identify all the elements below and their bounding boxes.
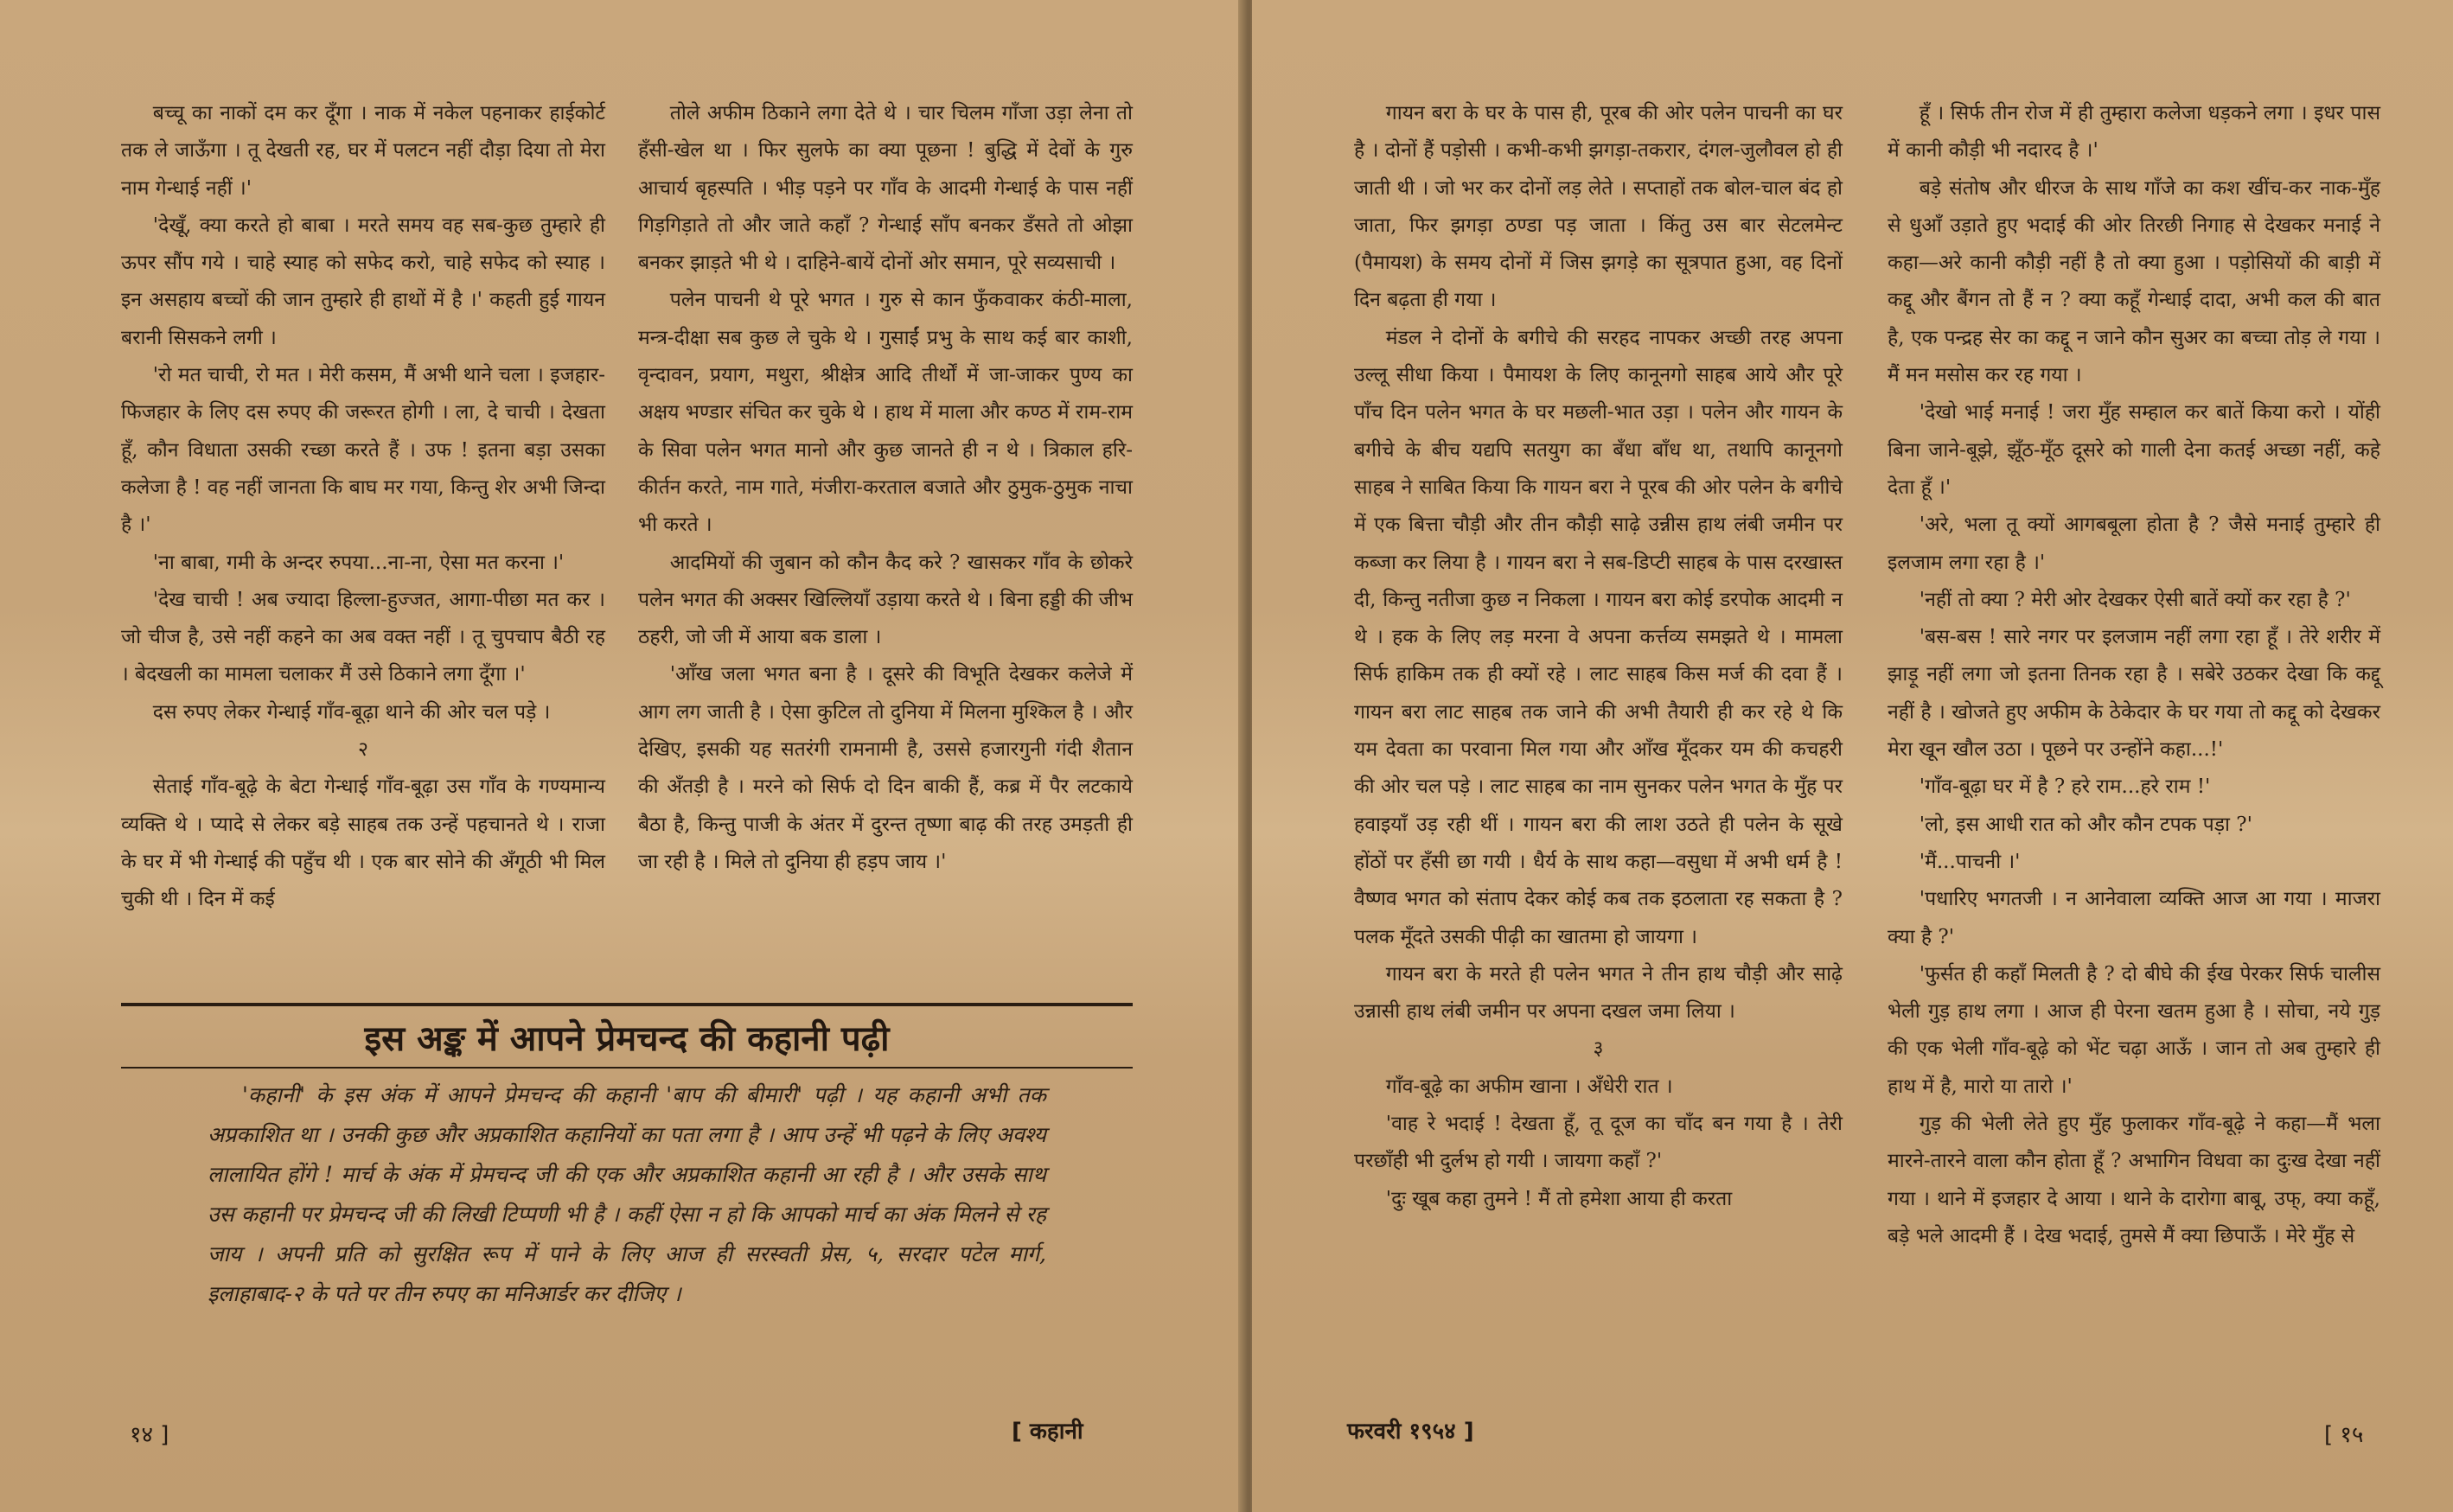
paragraph: बच्चू का नाकों दम कर दूँगा । नाक में नकेल पहनाकर हाईकोर्ट तक ले जाऊँगा । तू देखती रह, घर में पलटन नहीं दौड़ा दिया तो मेरा नाम गेन्धाई नहीं ।' (121, 102, 605, 200)
paragraph: 'दुः खूब कहा तुमने ! मैं तो हमेशा आया ही करता (1385, 1187, 1733, 1210)
paragraph: तोले अफीम ठिकाने लगा देते थे । चार चिलम गाँजा उड़ा लेना तो हँसी-खेल था । फिर सुलफे का क्या पूछना ! बुद्धि में देवों के गुरु आचार्य बृहस्पति । भीड़ पड़ने पर गाँव के आदमी गेन्धाई के पास नहीं गिड़गिड़ाते तो और जाते कहाँ ? गेन्धाई साँप बनकर डँसते तो ओझा बनकर झाड़ते भी थे । दाहिने-बायें दोनों ओर समान, पूरे सव्यसाची । (638, 102, 1133, 275)
paragraph: 'फुर्सत ही कहाँ मिलती है ? दो बीघे की ईख पेरकर सिर्फ चालीस भेली गुड़ हाथ लगा । आज ही पेरना खतम हुआ है । सोचा, नये गुड़ की एक भेली गाँव-बूढ़े को भेंट चढ़ा आऊँ । जान तो अब तुम्हारे ही हाथ में है, मारो या तारो ।' (1888, 962, 2380, 1098)
paragraph: 'गाँव-बूढ़ा घर में है ? हरे राम...हरे राम !' (1919, 775, 2211, 799)
right-page (1252, 0, 2453, 1512)
paragraph: 'लो, इस आधी रात को और कौन टपक पड़ा ?' (1919, 813, 2252, 836)
notice-body (208, 1075, 1046, 1314)
magazine-name (1012, 1414, 1083, 1445)
notice-bottom-rule (121, 1067, 1133, 1069)
issue-date (1347, 1414, 1474, 1445)
left-column-2 (638, 95, 1133, 881)
section-number: २ (358, 738, 368, 762)
paragraph: आदमियों की जुबान को कौन कैद करे ? खासकर गाँव के छोकरे पलेन भगत की अक्सर खिल्लियाँ उड़ाया करते थे । बिना हड्डी की जीभ ठहरी, जो जी में आया बक डाला । (638, 551, 1133, 649)
left-page-number: १४ ] (130, 1422, 169, 1448)
paragraph: 'ना बाबा, गमी के अन्दर रुपया...ना-ना, ऐसा मत करना ।' (152, 551, 565, 574)
notice-paragraph: 'कहानी' के इस अंक में आपने प्रेमचन्द की कहानी 'बाप की बीमारी' पढ़ी । यह कहानी अभी तक अप्रकाशित था । उनकी कुछ और अप्रकाशित कहानियों का पता लगा है । आप उन्हें भी पढ़ने के लिए अवश्य लालायित होंगे ! मार्च के अंक में प्रेमचन्द जी की एक और अप्रकाशित कहानी आ रही है । और उसके साथ उस कहानी पर प्रेमचन्द जी की लिखी टिप्पणी भी है । कहीं ऐसा न हो कि आपको मार्च का अंक मिलने से रह जाय । अपनी प्रति को सुरक्षित रूप में पाने के लिए आज ही सरस्वती प्रेस, ५, सरदार पटेल मार्ग, इलाहाबाद-२ के पते पर तीन रुपए का मनिआर्डर कर दीजिए । (208, 1082, 1046, 1306)
paragraph: गायन बरा के मरते ही पलेन भगत ने तीन हाथ चौड़ी और साढ़े उन्नासी हाथ लंबी जमीन पर अपना दखल जमा लिया । (1354, 962, 1843, 1024)
paragraph: गायन बरा के घर के पास ही, पूरब की ओर पलेन पाचनी का घर है । दोनों हैं पड़ोसी । कभी-कभी झगड़ा-तकरार, दंगल-जुलौवल हो ही जाती थी । जो भर कर दोनों लड़ लेते । सप्ताहों तक बोल-चाल बंद हो जाता, फिर झगड़ा ठण्डा पड़ जाता । किंतु उस बार सेटलमेन्ट (पैमायश) के समय दोनों में जिस झगड़े का सूत्रपात हुआ, वह दिनों दिन बढ़ता ही गया । (1354, 102, 1843, 312)
magazine-name-text: [ कहानी (1012, 1419, 1083, 1445)
issue-date-text: फरवरी १९५४ ] (1347, 1419, 1474, 1445)
paragraph: पलेन पाचनी थे पूरे भगत । गुरु से कान फुँकवाकर कंठी-माला, मन्त्र-दीक्षा सब कुछ ले चुके थे । गुसाईं प्रभु के साथ कई बार काशी, वृन्दावन, प्रयाग, मथुरा, श्रीक्षेत्र आदि तीर्थों में जा-जाकर पुण्य का अक्षय भण्डार संचित कर चुके थे । हाथ में माला और कण्ठ में राम-राम के सिवा पलेन भगत मानो और कुछ जानते ही न थे । त्रिकाल हरि-कीर्तन करते, नाम गाते, मंजीरा-करताल बजाते और ठुमुक-ठुमुक नाचा भी करते । (638, 289, 1133, 537)
notice-top-rule (121, 1003, 1133, 1006)
paragraph: 'रो मत चाची, रो मत । मेरी कसम, मैं अभी थाने चला । इजहार-फिजहार के लिए दस रुपए की जरूरत होगी । ला, दे चाची । देखता हूँ, कौन विधाता उसकी रच्छा करते हैं । उफ ! इतना बड़ा उसका कलेजा है ! वह नहीं जानता कि बाघ मर गया, किन्तु शेर अभी जिन्दा है ।' (121, 364, 605, 537)
paragraph: हूँ । सिर्फ तीन रोज में ही तुम्हारा कलेजा धड़कने लगा । इधर पास में कानी कौड़ी भी नदारद है ।' (1888, 102, 2380, 163)
paragraph: 'आँख जला भगत बना है । दूसरे की विभूति देखकर कलेजे में आग लग जाती है । ऐसा कुटिल तो दुनिया में मिलना मुश्किल है । और देखिए, इसकी यह सतरंगी रामनामी है, उससे हजारगुनी गंदी शैतान की अँतड़ी है । मरने को सिर्फ दो दिन बाकी हैं, कब्र में पैर लटकाये बैठा है, किन्तु पाजी के अंतर में दुरन्त तृष्णा बाढ़ की तरह उमड़ती ही जा रही है । मिले तो दुनिया ही हड़प जाय ।' (638, 663, 1133, 873)
notice-heading: इस अङ्क में आपने प्रेमचन्द की कहानी पढ़ी (364, 1019, 890, 1059)
paragraph: 'वाह रे भदाई ! देखता हूँ, तू दूज का चाँद बन गया है । तेरी परछाँही भी दुर्लभ हो गयी । जायगा कहाँ ?' (1354, 1113, 1843, 1173)
paragraph: 'पधारिए भगतजी । न आनेवाला व्यक्ति आज आ गया । माजरा क्या है ?' (1888, 888, 2380, 948)
paragraph: 'अरे, भला तू क्यों आगबबूला होता है ? जैसे मनाई तुम्हारे ही इलजाम लगा रहा है ।' (1888, 514, 2380, 574)
left-column-1 (121, 95, 605, 919)
paragraph: गाँव-बूढ़े का अफीम खाना । अँधेरी रात । (1385, 1075, 1673, 1098)
right-column-2 (1888, 95, 2380, 1255)
paragraph: 'देखूँ, क्या करते हो बाबा । मरते समय वह सब-कुछ तुम्हारे ही ऊपर सौंप गये । चाहे स्याह को सफेद करो, चाहे सफेद को स्याह । इन असहाय बच्चों की जान तुम्हारे ही हाथों में है ।' कहती हुई गायन बरानी सिसकने लगी । (121, 214, 605, 349)
section-number: ३ (1593, 1037, 1604, 1061)
paragraph: गुड़ की भेली लेते हुए मुँह फुलाकर गाँव-बूढ़े ने कहा—मैं भला मारने-तारने वाला कौन होता हूँ ? अभागिन विधवा का दुःख देखा नहीं गया । थाने में इजहार दे आया । थाने के दारोगा बाबू, उफ्, क्या कहूँ, बड़े भले आदमी हैं । देख भदाई, तुमसे मैं क्या छिपाऊँ । मेरे मुँह से (1888, 1113, 2380, 1247)
paragraph: 'नहीं तो क्या ? मेरी ओर देखकर ऐसी बातें क्यों कर रहा है ?' (1919, 588, 2351, 611)
paragraph: 'मैं...पाचनी ।' (1919, 850, 2021, 873)
right-column-1 (1354, 95, 1843, 1218)
paragraph: मंडल ने दोनों के बगीचे की सरहद नापकर अच्छी तरह अपना उल्लू सीधा किया । पैमायश के लिए कानूनगो साहब आये और पूरे पाँच दिन पलेन भगत के घर मछली-भात उड़ा । पलेन और गायन के बगीचे के बीच यद्यपि सतयुग का बँधा बाँध था, तथापि कानूनगो साहब ने साबित किया कि गायन बरा ने पूरब की ओर पलेन के बगीचे में एक बित्ता चौड़ी और तीन कौड़ी साढ़े उन्नीस हाथ लंबी जमीन पर कब्जा कर लिया है । गायन बरा ने सब-डिप्टी साहब के पास दरखास्त दी, किन्तु नतीजा कुछ न निकला । गायन बरा कोई डरपोक आदमी न थे । हक के लिए लड़ मरना वे अपना कर्त्तव्य समझते थे । मामला सिर्फ हाकिम तक ही क्यों रहे । लाट साहब किस मर्ज की दवा हैं । गायन बरा लाट साहब तक जाने की अभी तैयारी ही कर रहे थे कि यम देवता का परवाना मिल गया और आँख मूँदकर यम की कचहरी की ओर चल पड़े । लाट साहब का नाम सुनकर पलेन भगत के मुँह पर हवाइयाँ उड़ रही थीं । गायन बरा की लाश उठते ही पलेन के सूखे होंठों पर हँसी छा गयी । धैर्य के साथ कहा—वसुधा में अभी धर्म है ! वैष्णव भगत को संताप देकर कोई कब तक इठलाता रह सकता है ? पलक मूँदते उसकी पीढ़ी का खातमा हो जायगा । (1354, 326, 1843, 948)
paragraph: 'देखो भाई मनाई ! जरा मुँह सम्हाल कर बातें किया करो । योंही बिना जाने-बूझे, झूँठ-मूँठ दूसरे को गाली देना कतई अच्छा नहीं, कहे देता हूँ ।' (1888, 401, 2380, 499)
paragraph: सेताई गाँव-बूढ़े के बेटा गेन्धाई गाँव-बूढ़ा उस गाँव के गण्यमान्य व्यक्ति थे । प्यादे से लेकर बड़े साहब तक उन्हें पहचानते थे । राजा के घर में भी गेन्धाई की पहुँच थी । एक बार सोने की अँगूठी भी मिल चुकी थी । दिन में कई (121, 775, 605, 911)
paragraph: दस रुपए लेकर गेन्धाई गाँव-बूढ़ा थाने की ओर चल पड़े । (152, 700, 551, 724)
right-page-number: [ १५ (2324, 1422, 2364, 1448)
paragraph: 'बस-बस ! सारे नगर पर इलजाम नहीं लगा रहा हूँ । तेरे शरीर में झाड़ू नहीं लगा जो इतना तिनक रहा है । सबेरे उठकर देखा कि कद्दू नहीं है । खोजते हुए अफीम के ठेकेदार के घर गया तो कद्दू को देखकर मेरा खून खौल उठा । पूछने पर उन्होंने कहा...!' (1888, 626, 2380, 762)
paragraph: 'देख चाची ! अब ज्यादा हिल्ला-हुज्जत, आगा-पीछा मत कर । जो चीज है, उसे नहीं कहने का अब वक्त नहीं । तू चुपचाप बैठी रह । बेदखली का मामला चलाकर मैं उसे ठिकाने लगा दूँगा ।' (121, 588, 605, 686)
paragraph: बड़े संतोष और धीरज के साथ गाँजे का कश खींच-कर नाक-मुँह से धुआँ उड़ाते हुए भदाई की ओर तिरछी निगाह से देखकर मनाई ने कहा—अरे कानी कौड़ी नहीं है तो क्या हुआ । पड़ोसियों की बाड़ी में कद्दू और बैंगन तो हैं न ? क्या कहूँ गेन्धाई दादा, अभी कल की बात है, एक पन्द्रह सेर का कद्दू न जाने कौन सुअर का बच्चा तोड़ ले गया । मैं मन मसोस कर रह गया । (1888, 176, 2380, 387)
